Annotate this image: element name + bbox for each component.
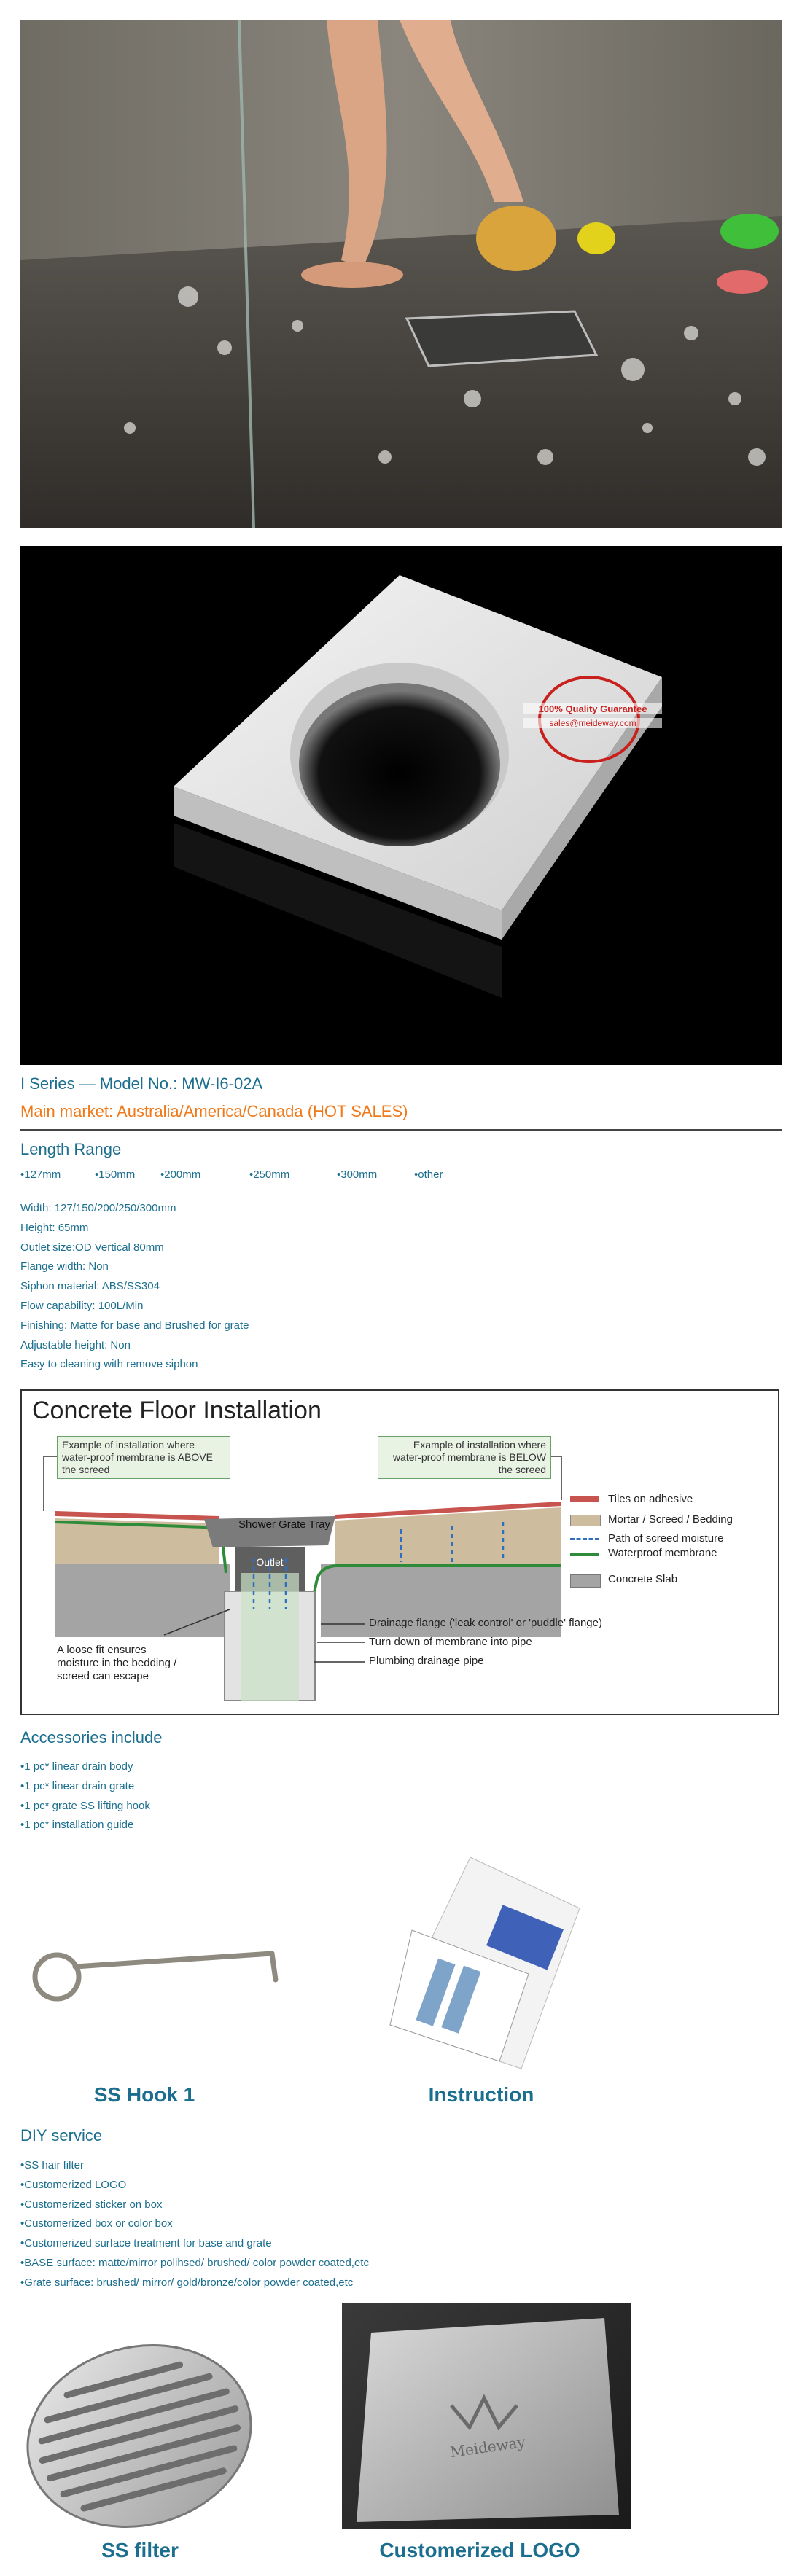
length-options (0, 1168, 802, 1183)
legend-label: Concrete Slab (608, 1573, 678, 1585)
spec-item: Finishing: Matte for base and Brushed for grate (20, 1319, 249, 1332)
note-loose-fit: A loose fit ensures moisture in the bedding / screed can escape (57, 1644, 177, 1682)
instruction-booklet-icon (383, 1850, 587, 2083)
caption-ss-filter: SS filter (101, 2539, 179, 2561)
caption-ss-hook: SS Hook 1 (93, 2083, 195, 2106)
diy-heading: DIY service (20, 2126, 103, 2144)
instruction-image (383, 1850, 587, 2083)
accessory-item: •1 pc* grate SS lifting hook (20, 1799, 150, 1812)
length-option: •300mm (337, 1168, 378, 1181)
legend-label: Waterproof membrane (608, 1547, 717, 1559)
diy-item: •SS hair filter (20, 2159, 84, 2171)
stamp-text: 100% Quality Guarantee (523, 703, 662, 714)
legend-swatch-membrane (570, 1553, 599, 1556)
length-option: •250mm (249, 1168, 290, 1181)
diy-list (20, 2156, 369, 2293)
spec-list (20, 1199, 249, 1375)
accessories-list (20, 1757, 150, 1835)
filter-icon (22, 2340, 257, 2533)
installation-diagram (20, 1389, 779, 1715)
shower-scene-illustration (20, 20, 782, 528)
spec-item: Flow capability: 100L/Min (20, 1299, 144, 1312)
ss-filter-image (22, 2340, 257, 2533)
market-line: Main market: Australia/America/Canada (HOT SALES) (20, 1102, 408, 1120)
caption-custom-logo: Customerized LOGO (379, 2539, 580, 2561)
turn-down-label: Turn down of membrane into pipe (369, 1636, 532, 1648)
quality-stamp (523, 676, 662, 763)
flange-label: Drainage flange ('leak control' or 'puddle' flange) (369, 1617, 602, 1629)
legend-swatch-mortar (570, 1515, 601, 1526)
pipe-label: Plumbing drainage pipe (369, 1655, 484, 1667)
legend-label: Path of screed moisture (608, 1532, 724, 1545)
tray-label: Shower Grate Tray (238, 1518, 330, 1531)
diy-item: •Grate surface: brushed/ mirror/ gold/bronze/color powder coated,etc (20, 2276, 354, 2289)
spec-item: Width: 127/150/200/250/300mm (20, 1202, 176, 1214)
product-photo (20, 546, 782, 1065)
ss-hook-image (20, 1932, 283, 2019)
diy-item: •Customerized LOGO (20, 2178, 127, 2191)
diagram-title: Concrete Floor Installation (32, 1397, 322, 1424)
divider (20, 1129, 782, 1131)
caption-instruction: Instruction (428, 2083, 534, 2106)
length-range-heading: Length Range (20, 1140, 122, 1158)
custom-logo-image (342, 2303, 631, 2529)
diy-item: •Customerized box or color box (20, 2217, 173, 2230)
length-option: •127mm (20, 1168, 61, 1181)
diagram-legend (570, 1493, 778, 1602)
legend-swatch-moisture (570, 1538, 599, 1540)
legend-swatch-tiles (570, 1496, 599, 1502)
legend-label: Tiles on adhesive (608, 1493, 693, 1505)
diy-item: •BASE surface: matte/mirror polihsed/ brushed/ color powder coated,etc (20, 2256, 369, 2269)
accessory-item: •1 pc* linear drain body (20, 1760, 133, 1773)
accessory-item: •1 pc* linear drain grate (20, 1779, 135, 1792)
spec-item: Adjustable height: Non (20, 1338, 131, 1351)
stamp-email: sales@meideway.com (523, 718, 662, 728)
legend-label: Mortar / Screed / Bedding (608, 1513, 733, 1526)
diy-item: •Customerized surface treatment for base and grate (20, 2237, 272, 2250)
note-above: Example of installation where water-proof membrane is ABOVE the screed (57, 1436, 230, 1479)
spec-item: Height: 65mm (20, 1221, 89, 1234)
spec-item: Siphon material: ABS/SS304 (20, 1280, 160, 1293)
length-option: •200mm (160, 1168, 201, 1181)
length-option: •other (414, 1168, 443, 1181)
spec-item: Outlet size:OD Vertical 80mm (20, 1241, 164, 1254)
legend-swatch-slab (570, 1574, 601, 1588)
hero-shower-photo (20, 20, 782, 528)
note-below: Example of installation where water-proof membrane is BELOW the screed (378, 1436, 551, 1479)
accessories-heading: Accessories include (20, 1728, 163, 1746)
hook-icon (20, 1932, 283, 2019)
diy-item: •Customerized sticker on box (20, 2198, 163, 2211)
logo-text: Meideway (448, 2432, 527, 2462)
logo-plate-illustration (342, 2303, 631, 2529)
spec-item: Easy to cleaning with remove siphon (20, 1358, 198, 1371)
length-option: •150mm (95, 1168, 136, 1181)
square-drain-illustration (20, 546, 782, 1065)
spec-item: Flange width: Non (20, 1260, 109, 1273)
outlet-label: Outlet (256, 1556, 284, 1568)
accessory-item: •1 pc* installation guide (20, 1819, 134, 1832)
model-line: I Series — Model No.: MW-I6-02A (20, 1074, 263, 1093)
